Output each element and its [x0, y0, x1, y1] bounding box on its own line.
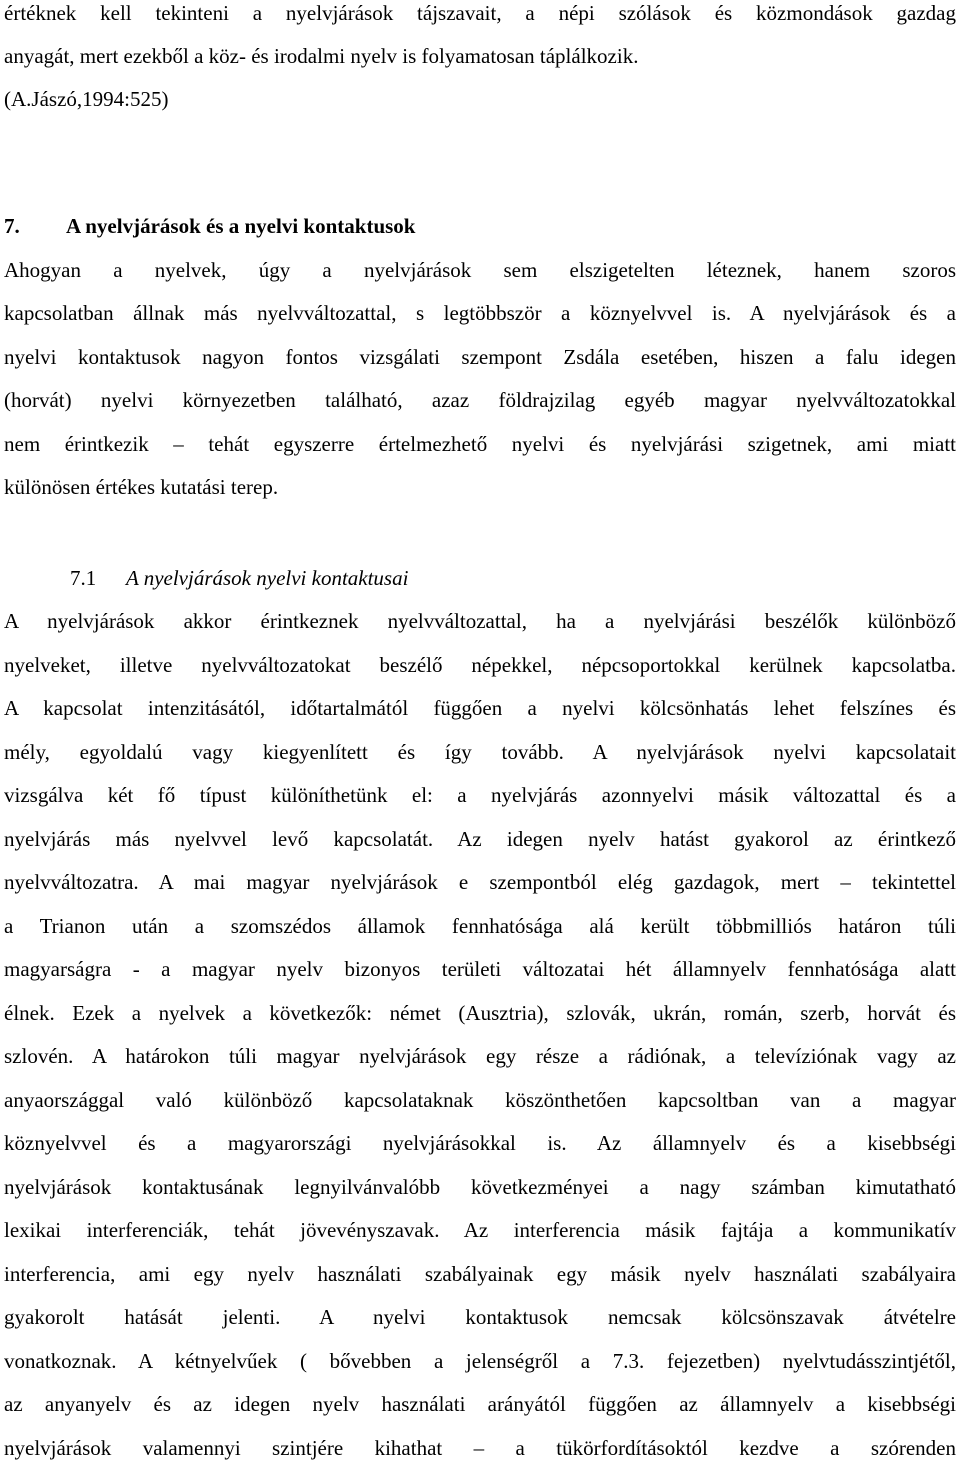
section-7-1-line-9: magyarságra - a magyar nyelv bizonyos területi változatai hét államnyelv fennhatósága alatt [4, 957, 956, 981]
section-7-1-line-18: vonatkoznak. A kétnyelvűek ( bővebben a jelenségről a 7.3. fejezetben) nyelvtudásszintjétől, [4, 1349, 956, 1373]
section-7-1-number: 7.1 [70, 566, 97, 590]
section-7-1-line-1: A nyelvjárások akkor érintkeznek nyelvváltozattal, ha a nyelvjárási beszélők különböző [4, 609, 956, 633]
section-7-number: 7. [4, 214, 20, 238]
section-7-title: A nyelvjárások és a nyelvi kontaktusok [66, 214, 416, 238]
section-7-1-line-14: nyelvjárások kontaktusának legnyilvánvalóbb következményei a nagy számban kimutatható [4, 1175, 956, 1199]
section-7-line-3: nyelvi kontaktusok nagyon fontos vizsgálati szempont Zsdála esetében, hiszen a falu idegen [4, 345, 956, 369]
section-7-1-line-10: élnek. Ezek a nyelvek a következők: német (Ausztria), szlovák, ukrán, román, szerb, horvát és [4, 1001, 956, 1025]
section-7-1-line-12: anyaországgal való különböző kapcsolataknak köszönthetően kapcsoltban van a magyar [4, 1088, 956, 1112]
section-7-1-line-3: A kapcsolat intenzitásától, időtartalmától függően a nyelvi kölcsönhatás lehet felszínes és [4, 696, 956, 720]
intro-line-2: anyagát, mert ezekből a köz- és irodalmi nyelv is folyamatosan táplálkozik. [4, 44, 639, 68]
section-7-line-1: Ahogyan a nyelvek, úgy a nyelvjárások sem elszigetelten léteznek, hanem szoros [4, 258, 956, 282]
section-7-1-line-8: a Trianon után a szomszédos államok fennhatósága alá került többmilliós határon túli [4, 914, 956, 938]
section-7-line-5: nem érintkezik – tehát egyszerre értelmezhető nyelvi és nyelvjárási szigetnek, ami miatt [4, 432, 956, 456]
section-7-line-6: különösen értékes kutatási terep. [4, 475, 279, 499]
section-7-1-line-19: az anyanyelv és az idegen nyelv használati arányától függően az államnyelv a kisebbségi [4, 1392, 956, 1416]
intro-citation: (A.Jászó,1994:525) [4, 87, 169, 111]
section-7-1-line-17: gyakorolt hatását jelenti. A nyelvi kontaktusok nemcsak kölcsönszavak átvételre [4, 1305, 956, 1329]
section-7-1-line-20: nyelvjárások valamennyi szintjére kihathat – a tükörfordításoktól kezdve a szórenden [4, 1436, 956, 1460]
section-7-1-line-4: mély, egyoldalú vagy kiegyenlített és így tovább. A nyelvjárások nyelvi kapcsolatait [4, 740, 956, 764]
section-7-1-line-16: interferencia, ami egy nyelv használati szabályainak egy másik nyelv használati szabályaira [4, 1262, 956, 1286]
section-7-1-line-11: szlovén. A határokon túli magyar nyelvjárások egy része a rádiónak, a televíziónak vagy az [4, 1044, 956, 1068]
section-7-1-line-15: lexikai interferenciák, tehát jövevényszavak. Az interferencia másik fajtája a kommunikatív [4, 1218, 956, 1242]
intro-line-1: értéknek kell tekinteni a nyelvjárások tájszavait, a népi szólások és közmondások gazdag [4, 1, 956, 25]
section-7-heading [4, 213, 415, 239]
section-7-1-line-5: vizsgálva két fő típust különíthetünk el: a nyelvjárás azonnyelvi másik változattal és a [4, 783, 956, 807]
section-7-1-heading [4, 565, 408, 591]
section-7-1-line-13: köznyelvvel és a magyarországi nyelvjárásokkal is. Az államnyelv és a kisebbségi [4, 1131, 956, 1155]
section-7-line-4: (horvát) nyelvi környezetben található, azaz földrajzilag egyéb magyar nyelvváltozatokkal [4, 388, 956, 412]
section-7-1-line-6: nyelvjárás más nyelvvel levő kapcsolatát. Az idegen nyelv hatást gyakorol az érintkező [4, 827, 956, 851]
section-7-1-line-7: nyelvváltozatra. A mai magyar nyelvjárások e szempontból elég gazdagok, mert – tekintettel [4, 870, 956, 894]
section-7-1-title: A nyelvjárások nyelvi kontaktusai [126, 566, 409, 590]
section-7-1-line-2: nyelveket, illetve nyelvváltozatokat beszélő népekkel, népcsoportokkal kerülnek kapcsolatba. [4, 653, 956, 677]
section-7-line-2: kapcsolatban állnak más nyelvváltozattal, s legtöbbször a köznyelvvel is. A nyelvjárások és a [4, 301, 956, 325]
